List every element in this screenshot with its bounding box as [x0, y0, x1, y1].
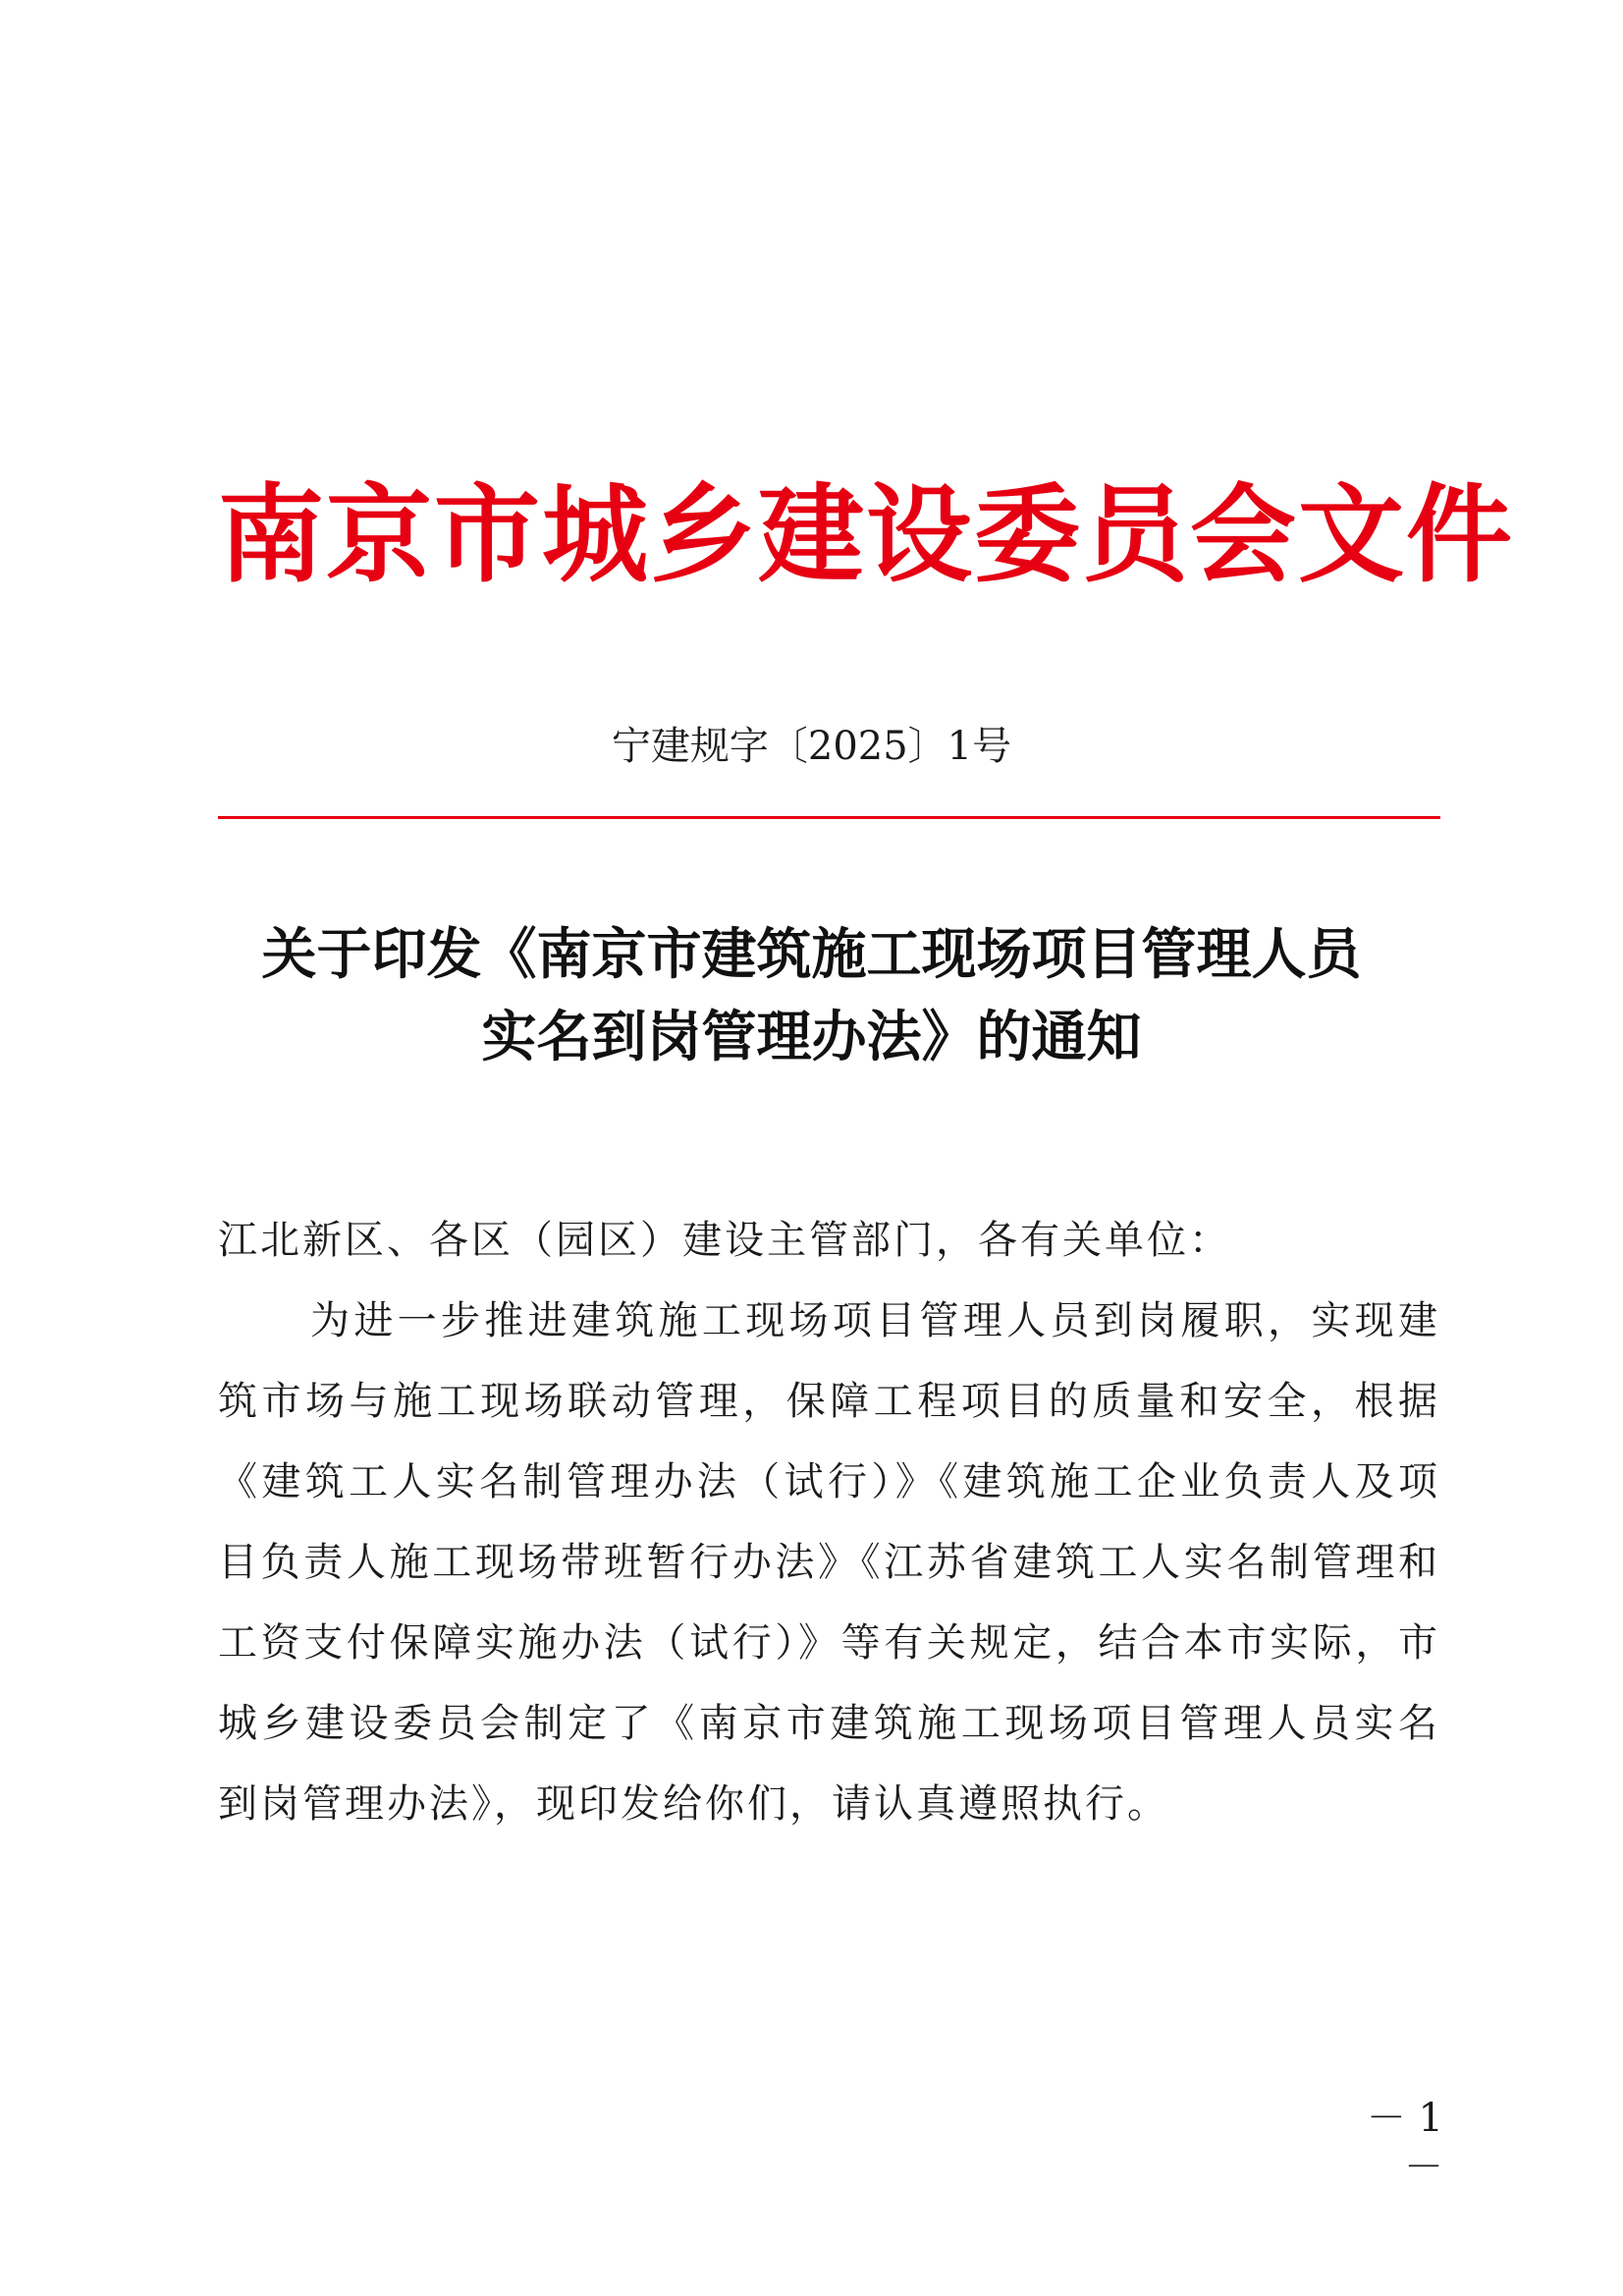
body-paragraph: 为进一步推进建筑施工现场项目管理人员到岗履职，实现建筑市场与施工现场联动管理，保障工程项目的质量和安全，根据《建筑工人实名制管理办法（试行）》《建筑施工企业负责人及项目负责人施工现场带班暂行办法》《江苏省建筑工人实名制管理和工资支付保障实施办法（试行）》等有关规定，结合本市实际，市城乡建设委员会制定了《南京市建筑施工现场项目管理人员实名到岗管理办法》，现印发给你们，请认真遵照执行。 — [218, 1298, 1440, 1827]
red-divider-line — [218, 816, 1440, 819]
salutation: 江北新区、各区（园区）建设主管部门，各有关单位： — [218, 1218, 1231, 1263]
issuer-header-title: 南京市城乡建设委员会文件 — [218, 473, 1515, 597]
page-number: － 1 － — [1366, 2096, 1443, 2190]
document-title — [177, 913, 1446, 1078]
document-body — [218, 1200, 1440, 1844]
document-title-line-1: 关于印发《南京市建筑施工现场项目管理人员 — [261, 922, 1362, 987]
document-number: 宁建规字〔2025〕1号 — [611, 724, 1012, 769]
document-title-line-2: 实名到岗管理办法》的通知 — [481, 1005, 1142, 1069]
